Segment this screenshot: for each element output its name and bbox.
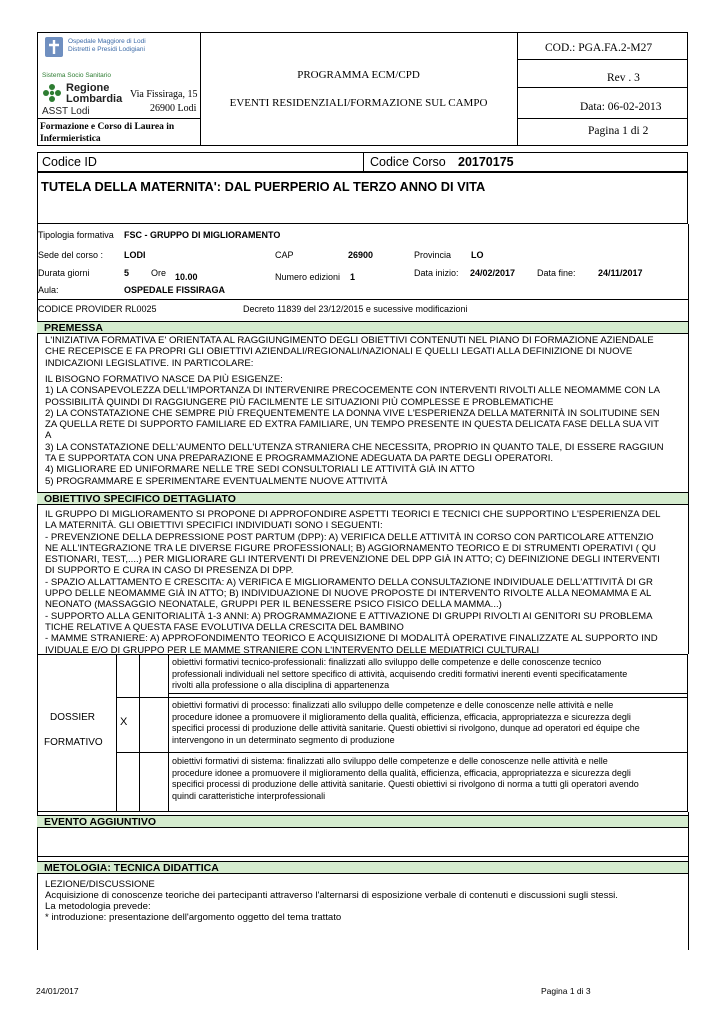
document-code: COD.: PGA.FA.2-M27 [545, 42, 653, 54]
regione-label-1: Regione [66, 82, 110, 94]
course-title: TUTELA DELLA MATERNITA': DAL PUERPERIO AL TERZO ANNO DI VITA [41, 179, 486, 194]
tipologia-value: FSC - GRUPPO DI MIGLIORAMENTO [124, 230, 281, 240]
codice-corso-value: 20170175 [458, 155, 514, 169]
data-inizio-label: Data inizio: [414, 268, 459, 278]
header-divider-2 [517, 32, 518, 146]
ore-value: 10.00 [175, 272, 198, 282]
address-line1: Via Fissiraga, 15 [130, 89, 198, 100]
codice-corso-label: Codice Corso [370, 155, 446, 169]
header-divider-right-1 [517, 59, 688, 60]
sede-label: Sede del corso : [38, 250, 104, 260]
dossier-row-3-text: obiettivi formativi di sistema: finalizzati allo sviluppo delle competenze e delle conoscenze nelle attività e nelle procedure idonee a promuovere il miglioramento della qualità, efficienza, efficacia, appropriatezza e sicurezza degli specifici processi di produzione delle attività sanitarie. Questi obiettivi si rivolgono di norma a tutti gli operatori avendo quindi caratteristiche interprofessionali [172, 756, 639, 801]
org-name-line2: Distretti e Presidi Lodigiani [68, 46, 145, 53]
provincia-value: LO [471, 250, 484, 260]
dossier-col1-divider [116, 654, 117, 812]
aula-label: Aula: [38, 285, 59, 295]
obiettivo-heading: OBIETTIVO SPECIFICO DETTAGLIATO [37, 492, 688, 505]
dossier-col2-divider [139, 654, 140, 812]
dept-line2: Infermieristica [40, 134, 101, 144]
evento-bottom-line [37, 856, 688, 857]
header-divider-right-3 [517, 118, 688, 119]
revision: Rev . 3 [607, 72, 640, 84]
premessa-needs: IL BISOGNO FORMATIVO NASCE DA PIÙ ESIGENZE: 1) LA CONSAPEVOLEZZA DELL'IMPORTANZA DI INTERVENIRE PRECOCEMENTE CON INTERVENTI RIVOLTI ALLE NEOMAMME CON LA POSSIBILITÀ QUINDI DI RAGGIUNGERE PIÙ FACILMENTE LE SITUAZIONI PIÙ COMPLESSE E PROBLEMATICHE 2) LA CONSTATAZIONE CHE SEMPRE PIÙ FREQUENTEMENTE LA DONNA VIVE L'ESPERIENZA DELLA MATERNITÀ IN SOLITUDINE SEN ZA QUELLA RETE DI SUPPORTO FAMILIARE ED EXTRA FAMILIARE, UN TEMPO PRESENTE IN QUESTA DELICATA FASE DELLA SUA VIT A 3) LA CONSTATAZIONE DELL'AUMENTO DELL'UTENZA STRANIERA CHE NECESSITA, PROPRIO IN QUANTO TALE, DI ESSERE RAGGIUN TA E SUPPORTATA CON UNA PREPARAZIONE E PROGRAMMAZIONE ADEGUATA DA PARTE DEGLI OPERATORI. 4) MIGLIORARE ED UNIFORMARE NELLE TRE SEDI CONSULTORIALI LE ATTIVITÀ GIÀ IN ATTO 5) PROGRAMMARE E SPERIMENTARE EVENTUALMENTE NUOVE ATTIVITÀ [45, 374, 664, 487]
dossier-inner-divider [168, 693, 688, 694]
regione-label-2: Lombardia [66, 93, 123, 105]
program-title: PROGRAMMA ECM/CPD [297, 69, 420, 81]
asst-label: ASST Lodi [42, 106, 90, 117]
obiettivo-left-border [37, 490, 38, 654]
document-date: Data: 06-02-2013 [580, 101, 662, 113]
provider-code: CODICE PROVIDER RL0025 [38, 304, 157, 314]
obiettivo-right-border [688, 490, 689, 654]
page-indicator: Pagina 1 di 2 [588, 125, 649, 137]
edizioni-label: Numero edizioni [275, 272, 341, 282]
metodologia-text: LEZIONE/DISCUSSIONE Acquisizione di conoscenze teoriche dei partecipanti attraverso l'alternarsi di esposizione verbale di contenuti e discussioni sugli stessi. La metodologia prevede: * introduzione: presentazione dell'argomento oggetto del tema trattato [45, 879, 618, 923]
footer-page: Pagina 1 di 3 [541, 986, 591, 996]
cap-value: 26900 [348, 250, 374, 260]
provider-top-line [37, 299, 688, 300]
header-divider-left [37, 118, 200, 119]
dossier-row-1-text: obiettivi formativi tecnico-professionali: finalizzati allo sviluppo delle competenze e delle conoscenze tecnico professionali individuali nel settore specifico di attività, acquisendo crediti formativi inerenti eventi specificatamente rivolti alla professione o alla disciplina di appartenenza [172, 657, 628, 690]
dossier-label-2: FORMATIVO [44, 737, 103, 748]
tipologia-label: Tipologia formativa [38, 230, 114, 240]
data-inizio-value: 24/02/2017 [470, 268, 516, 278]
evento-right-border [688, 812, 689, 856]
dossier-row-divider-1 [116, 697, 688, 698]
footer-date: 24/01/2017 [36, 986, 79, 996]
header-divider-1 [200, 32, 201, 146]
edizioni-value: 1 [350, 272, 356, 282]
provincia-label: Provincia [414, 250, 452, 260]
dossier-row-divider-2 [116, 752, 688, 753]
cap-label: CAP [275, 250, 294, 260]
dossier-mark-2: X [120, 716, 128, 728]
evento-heading: EVENTO AGGIUNTIVO [37, 815, 688, 828]
dept-line1: Formazione e Corso di Laurea in [40, 122, 175, 132]
premessa-left-border [37, 320, 38, 490]
dossier-row-2-text: obiettivi formativi di processo: finalizzati allo sviluppo delle competenze e delle conoscenze nelle attività e nelle procedure idonee a promuovere il miglioramento della qualità, efficienza, efficacia, appropriatezza e sicurezza degli specifici processi di produzione delle attività sanitarie. Questi obiettivi si rivolgono, dunque ad operatori ed équipe che intervengono in un determinato segmento di produzione [172, 700, 640, 745]
dossier-inner-vdivider [168, 654, 169, 812]
premessa-heading: PREMESSA [37, 321, 688, 334]
header-divider-right-2 [517, 87, 688, 88]
aula-value: OSPEDALE FISSIRAGA [124, 285, 226, 295]
decreto: Decreto 11839 del 23/12/2015 e sucessive modificazioni [243, 304, 468, 314]
obiettivo-text: IL GRUPPO DI MIGLIORAMENTO SI PROPONE DI APPROFONDIRE ASPETTI TEORICI E TECNICI CHE SUPPORTINO L'ESPERIENZA DEL LA MATERNITÀ. GLI OBIETTIVI SPECIFICI INDIVIDUATI SONO I SEGUENTI: - PREVENZIONE DELLA DEPRESSIONE POST PARTUM (DPP): A) VERIFICA DELLE ATTIVITÀ IN CORSO CON PARTICOLARE ATTENZIO NE ALL'INTEGRAZIONE TRA LE DIVERSE FIGURE PROFESSIONALI; B) AGGIORNAMENTO TEORICO E DI STRUMENTI OPERATIVI ( QU ESTIONARI, TEST,....) PER MIGLIORARE GLI INTERVENTI DI PREVENZIONE DEL DPP GIÀ IN ATTO; C) DEFINIZIONE DEGLI INTERVENTI DI SUPPORTO E CURA IN CASO DI PRESENZA DI DPP. - SPAZIO ALLATTAMENTO E CRESCITA: A) VERIFICA E MIGLIORAMENTO DELLA CONSULTAZIONE INDIVIDUALE DELL'ATTIVITÀ DI GR UPPO DELLE NEOMAMME GIÀ IN ATTO; B) INDIVIDUAZIONE DI NUOVE PROPOSTE DI INTERVENTO RIVOLTE ALLA NEOMAMMA E AL NEONATO (MASSAGGIO NEONATALE, GRUPPI PER IL BENESSERE PSICO FISICO DELLA MAMMA...) - SUPPORTO ALLA GENITORIALITÀ 1-3 ANNI: A) PROGRAMMAZIONE E ATTIVAZIONE DI GRUPPI RIVOLTI AI GENITORI SU PROBLEMA TICHE RELATIVE A QUESTA FASE EVOLUTIVA DELLA CRESCITA DEL BAMBINO - MAMME STRANIERE: A) APPROFONDIMENTO TEORICO E ACQUISIZIONE DI MODALITÀ OPERATIVE FINALIZZATE AL SUPPORTO IND IVIDUALE E/O DI GRUPPO PER LE MAMME STRANIERE CON L'INTERVENTO DELLE MEDIATRICI CULTURALI [45, 509, 661, 656]
sede-value: LODI [124, 250, 146, 260]
ore-label: Ore [151, 268, 167, 278]
premessa-intro: L'INIZIATIVA FORMATIVA E' ORIENTATA AL RAGGIUNGIMENTO DEGLI OBIETTIVI CONTENUTI NEL PIANO DI FORMAZIONE AZIENDALE CHE RECEPISCE E FA PROPRI GLI OBIETTIVI AZIENDALI/REGIONALI/NAZIONALI E QUELLI LEGATI ALLA DEFINIZIONE DI NUOVE INDICAZIONI LEGISLATIVE. IN PARTICOLARE: [45, 335, 654, 369]
codice-id-label: Codice ID [42, 155, 97, 169]
program-subtitle: EVENTI RESIDENZIALI/FORMAZIONE SUL CAMPO [229, 97, 488, 109]
dossier-label-1: DOSSIER [50, 712, 96, 723]
durata-value: 5 [124, 268, 130, 278]
info-right-border [688, 224, 689, 320]
org-name-line1: Ospedale Maggiore di Lodi [68, 38, 146, 45]
durata-label: Durata giorni [38, 268, 90, 278]
metodologia-right-border [688, 856, 689, 950]
sistema-label: Sistema Socio Sanitario [42, 72, 112, 79]
regione-logo [42, 83, 62, 103]
codes-divider [363, 152, 364, 172]
address-line2: 26900 Lodi [150, 103, 197, 114]
hospital-logo [44, 36, 64, 58]
data-fine-label: Data fine: [537, 268, 576, 278]
metodologia-heading: METOLOGIA: TECNICA DIDATTICA [37, 861, 688, 874]
premessa-right-border [688, 320, 689, 490]
data-fine-value: 24/11/2017 [598, 268, 643, 278]
